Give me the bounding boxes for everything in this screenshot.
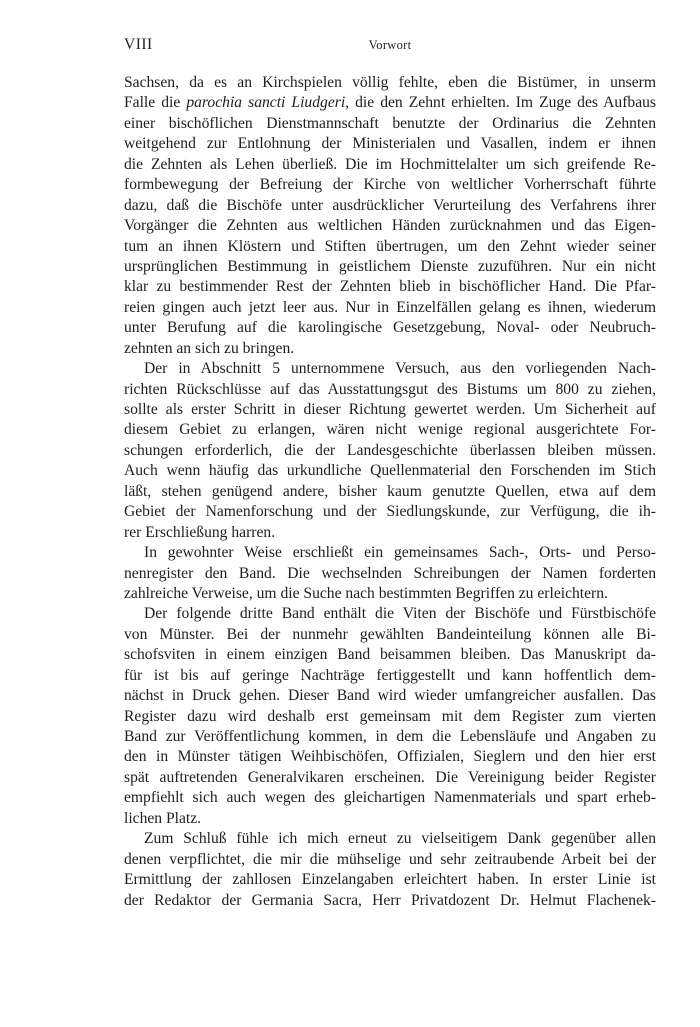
- page-header: [124, 36, 656, 60]
- text-line: den in Münster tätigen Weihbischöfen, Offizialen, Sieglern und den hier erst: [124, 748, 656, 766]
- text-segment: , die den Zehnt erhielten. Im Zuge des Aufbaus: [345, 94, 656, 112]
- page-number: VIII: [124, 36, 153, 53]
- text-line: die Zehnten als Lehen überließ. Die im Hochmittelalter um sich greifende Re-: [124, 155, 656, 173]
- text-line: ursprünglichen Bestimmung in geistlichem Dienste zuzuführen. Nur ein nicht: [124, 257, 656, 275]
- text-line: Zum Schluß fühle ich mich erneut zu vielseitigem Dank gegenüber allen: [144, 830, 656, 848]
- text-line: weitgehend zur Entlohnung der Ministerialen und Vasallen, indem er ihnen: [124, 135, 656, 153]
- text-line: In gewohnter Weise erschließt ein gemeinsames Sach-, Orts- und Perso-: [144, 544, 656, 562]
- text-line: Sachsen, da es an Kirchspielen völlig fehlte, eben die Bistümer, in unserm: [124, 74, 656, 91]
- text-line: der Redaktor der Germania Sacra, Herr Privatdozent Dr. Helmut Flachenek-: [124, 891, 656, 909]
- text-line: tum an ihnen Klöstern und Stiften übertrugen, um den Zehnt wieder seiner: [124, 237, 656, 255]
- text-line: dazu, daß die Bischöfe unter ausdrücklicher Verurteilung des Verfahrens ihrer: [124, 196, 656, 214]
- text-line: diesem Gebiet zu erlangen, wären nicht wenige regional ausgerichtete For-: [124, 421, 656, 439]
- text-line: zahlreiche Verweise, um die Suche nach bestimmten Begriffen zu erleichtern.: [124, 584, 608, 602]
- text-line: Auch wenn häufig das urkundliche Quellenmaterial den Forschenden im Stich: [124, 462, 656, 480]
- text-line: Der folgende dritte Band enthält die Viten der Bischöfe und Fürstbischöfe: [144, 605, 656, 623]
- text-line: denen verpflichtet, die mir die mühselige und sehr zeitraubende Arbeit bei der: [124, 850, 656, 868]
- text-line: lichen Platz.: [124, 809, 202, 827]
- text-line: unter Berufung auf die karolingische Gesetzgebung, Noval- oder Neubruch-: [124, 319, 656, 337]
- book-page: [124, 36, 656, 911]
- text-line: für ist bis auf geringe Nachträge fertiggestellt und kann hoffentlich dem-: [124, 666, 656, 684]
- text-line: [124, 93, 656, 113]
- text-segment: Falle die: [124, 94, 187, 112]
- text-line: schungen erforderlich, die der Landesgeschichte überlassen bleiben müssen.: [124, 441, 656, 459]
- text-line: von Münster. Bei der nunmehr gewählten Bandeinteilung können alle Bi-: [124, 625, 656, 643]
- text-line: richten Rückschlüsse auf das Ausstattungsgut des Bistums um 800 zu ziehen,: [124, 380, 656, 398]
- text-line: läßt, stehen genügend andere, bisher kaum genutzte Quellen, etwa auf dem: [124, 482, 656, 500]
- text-line: spät auftretenden Generalvikaren erscheinen. Die Vereinigung beider Register: [124, 768, 656, 786]
- text-line: reien gingen auch jetzt leer aus. Nur in Einzelfällen gelang es ihnen, wiederum: [124, 298, 656, 316]
- text-line: empfiehlt sich auch wegen des gleichartigen Namenmaterials und spart erheb-: [124, 789, 656, 807]
- text-line: Vorgänger die Zehnten aus weltlichen Händen zurücknahmen und das Eigen-: [124, 217, 656, 235]
- text-line: nächst in Druck gehen. Dieser Band wird wieder umfangreicher ausfallen. Das: [124, 687, 656, 705]
- text-line: Register dazu wird deshalb erst gemeinsam mit dem Register zum vierten: [124, 707, 656, 725]
- text-line: Band zur Veröffentlichung kommen, in dem die Lebensläufe und Angaben zu: [124, 728, 656, 745]
- text-line: Gebiet der Namenforschung und der Siedlungskunde, zur Verfügung, die ih-: [124, 503, 656, 521]
- text-line: einer bischöflichen Dienstmannschaft benutzte der Ordinarius die Zehnten: [124, 114, 656, 132]
- body-text: [124, 73, 656, 911]
- italic-term: parochia sancti Liudgeri: [186, 94, 346, 112]
- running-head: Vorwort: [368, 38, 412, 52]
- text-line: klar zu bestimmender Rest der Zehnten blieb in bischöflicher Hand. Die Pfar-: [124, 278, 656, 296]
- text-line: sollte als erster Schritt in dieser Richtung gewertet werden. Um Sicherheit auf: [124, 401, 656, 418]
- text-line: zehnten an sich zu bringen.: [124, 339, 295, 357]
- text-line: rer Erschließung harren.: [124, 523, 276, 541]
- text-line: nenregister den Band. Die wechselnden Schreibungen der Namen forderten: [124, 564, 656, 582]
- text-line: Der in Abschnitt 5 unternommene Versuch, aus den vorliegenden Nach-: [144, 360, 656, 378]
- text-line: Ermittlung der zahllosen Einzelangaben erleichtert haben. In erster Linie ist: [124, 871, 656, 889]
- text-line: formbewegung der Befreiung der Kirche von weltlicher Vorherrschaft führte: [124, 176, 656, 194]
- text-line: schofsviten in einem einzigen Band beisammen bleiben. Das Manuskript da-: [124, 646, 656, 664]
